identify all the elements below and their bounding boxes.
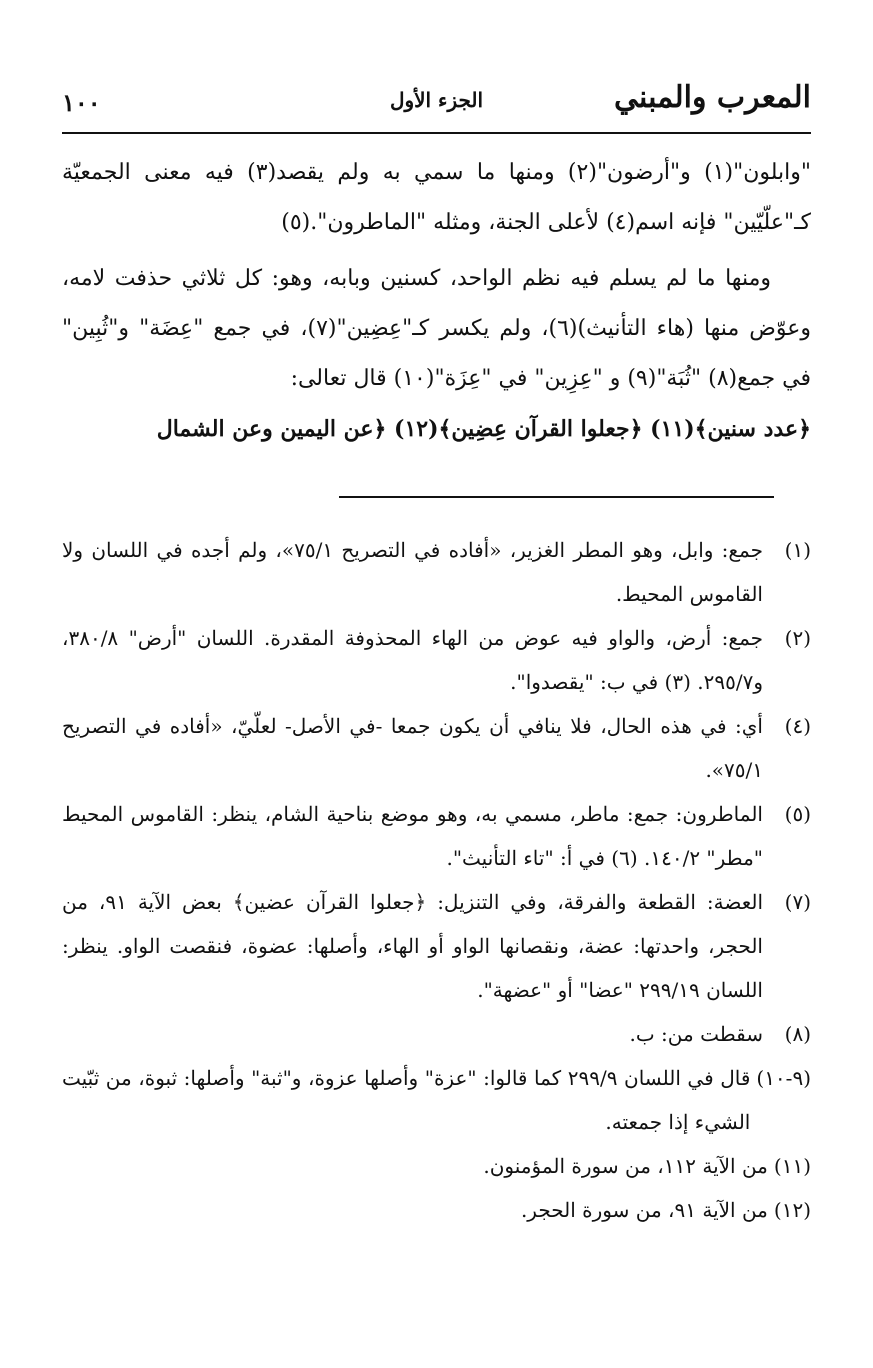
- footnote-number: (١): [784, 538, 811, 562]
- footnote-number: (٧): [784, 890, 811, 914]
- footnote-number: (٥): [784, 802, 811, 826]
- footnote-text: من الآية ٩١، من سورة الحجر.: [520, 1198, 768, 1222]
- footnote-number: (١٢): [773, 1198, 811, 1222]
- footnote: [62, 704, 811, 792]
- footnote-text: الماطرون: جمع: ماطر، مسمي به، وهو موضع بناحية الشام، ينظر: القاموس المحيط "مطر" ١٤٠/٢. (٦) في أ: "تاء التأنيث".: [62, 802, 763, 870]
- footnote-number: (٩-١٠): [756, 1066, 811, 1090]
- footnote-number: (٨): [784, 1022, 811, 1046]
- footnote-text: سقطت من: ب.: [629, 1022, 763, 1046]
- footnote-number: (٤): [784, 714, 811, 738]
- header-divider: [62, 132, 811, 134]
- footnote: [62, 1188, 811, 1232]
- footnote-text: العضة: القطعة والفرقة، وفي التنزيل: ﴿جعلوا القرآن عضين﴾ بعض الآية ٩١، من الحجر، واحدتها: عضة، ونقصانها الواو أو الهاء، وأصلها: عضوة، فنقصت الواو. ينظر: اللسان ٢٩٩/١٩ "عضا" أو "عضهة".: [62, 890, 764, 1002]
- footnote: [62, 1144, 811, 1188]
- footnote: [62, 616, 811, 704]
- main-text: [62, 148, 811, 454]
- footnote: [62, 792, 811, 880]
- footnote: [62, 880, 811, 1012]
- page-header: [62, 78, 811, 128]
- footnote: [62, 528, 811, 616]
- footnote-text: من الآية ١١٢، من سورة المؤمنون.: [483, 1154, 768, 1178]
- footnote: [62, 1012, 811, 1056]
- footnote-divider: [339, 496, 774, 498]
- footnotes: [62, 528, 811, 1232]
- footnote-number: (٢): [784, 626, 811, 650]
- quran-verses-line: ﴿عدد سنين﴾(١١) ﴿جعلوا القرآن عِضِين﴾(١٢) ﴿عن اليمين وعن الشمال: [156, 416, 811, 442]
- book-title: المعرب والمبني: [614, 80, 811, 115]
- footnote-text: جمع: أرض، والواو فيه عوض من الهاء المحذوفة المقدرة. اللسان "أرض" ٣٨٠/٨، و٢٩٥/٧. (٣) في ب: "يقصدوا".: [62, 626, 763, 694]
- page-number: ١٠٠: [62, 88, 101, 117]
- part-title: الجزء الأول: [389, 88, 484, 112]
- paragraph: "وابلون"(١) و"أرضون"(٢) ومنها ما سمي به ولم يقصد(٣) فيه معنى الجمعيّة كـ"علّيّين" فإنه اسم(٤) لأعلى الجنة، ومثله "الماطرون".(٥): [62, 160, 812, 235]
- footnote-text: قال في اللسان ٢٩٩/٩ كما قالوا: "عزة" وأصلها عزوة، و"ثبة" وأصلها: ثبوة، من ثبّيت الشيء إذا جمعته.: [62, 1066, 751, 1134]
- footnote: [62, 1056, 811, 1144]
- footnote-text: أي: في هذه الحال، فلا ينافي أن يكون جمعا -في الأصل- لعلّيّ، «أفاده في التصريح ٧٥/١».: [62, 714, 763, 782]
- footnote-text: جمع: وابل، وهو المطر الغزير، «أفاده في التصريح ٧٥/١»، ولم أجده في اللسان ولا القاموس المحيط.: [62, 538, 763, 606]
- paragraph: ومنها ما لم يسلم فيه نظم الواحد، كسنين وبابه، وهو: كل ثلاثي حذفت لامه، وعوّض منها (هاء التأنيث)(٦)، ولم يكسر كـ"عِضِين"(٧)، في جمع "عِضَة" و"ثُبِين" في جمع(٨) "ثُبَة"(٩) و "عِزِين" في "عِزَة"(١٠) قال تعالى:: [62, 266, 811, 391]
- footnote-number: (١١): [773, 1154, 811, 1178]
